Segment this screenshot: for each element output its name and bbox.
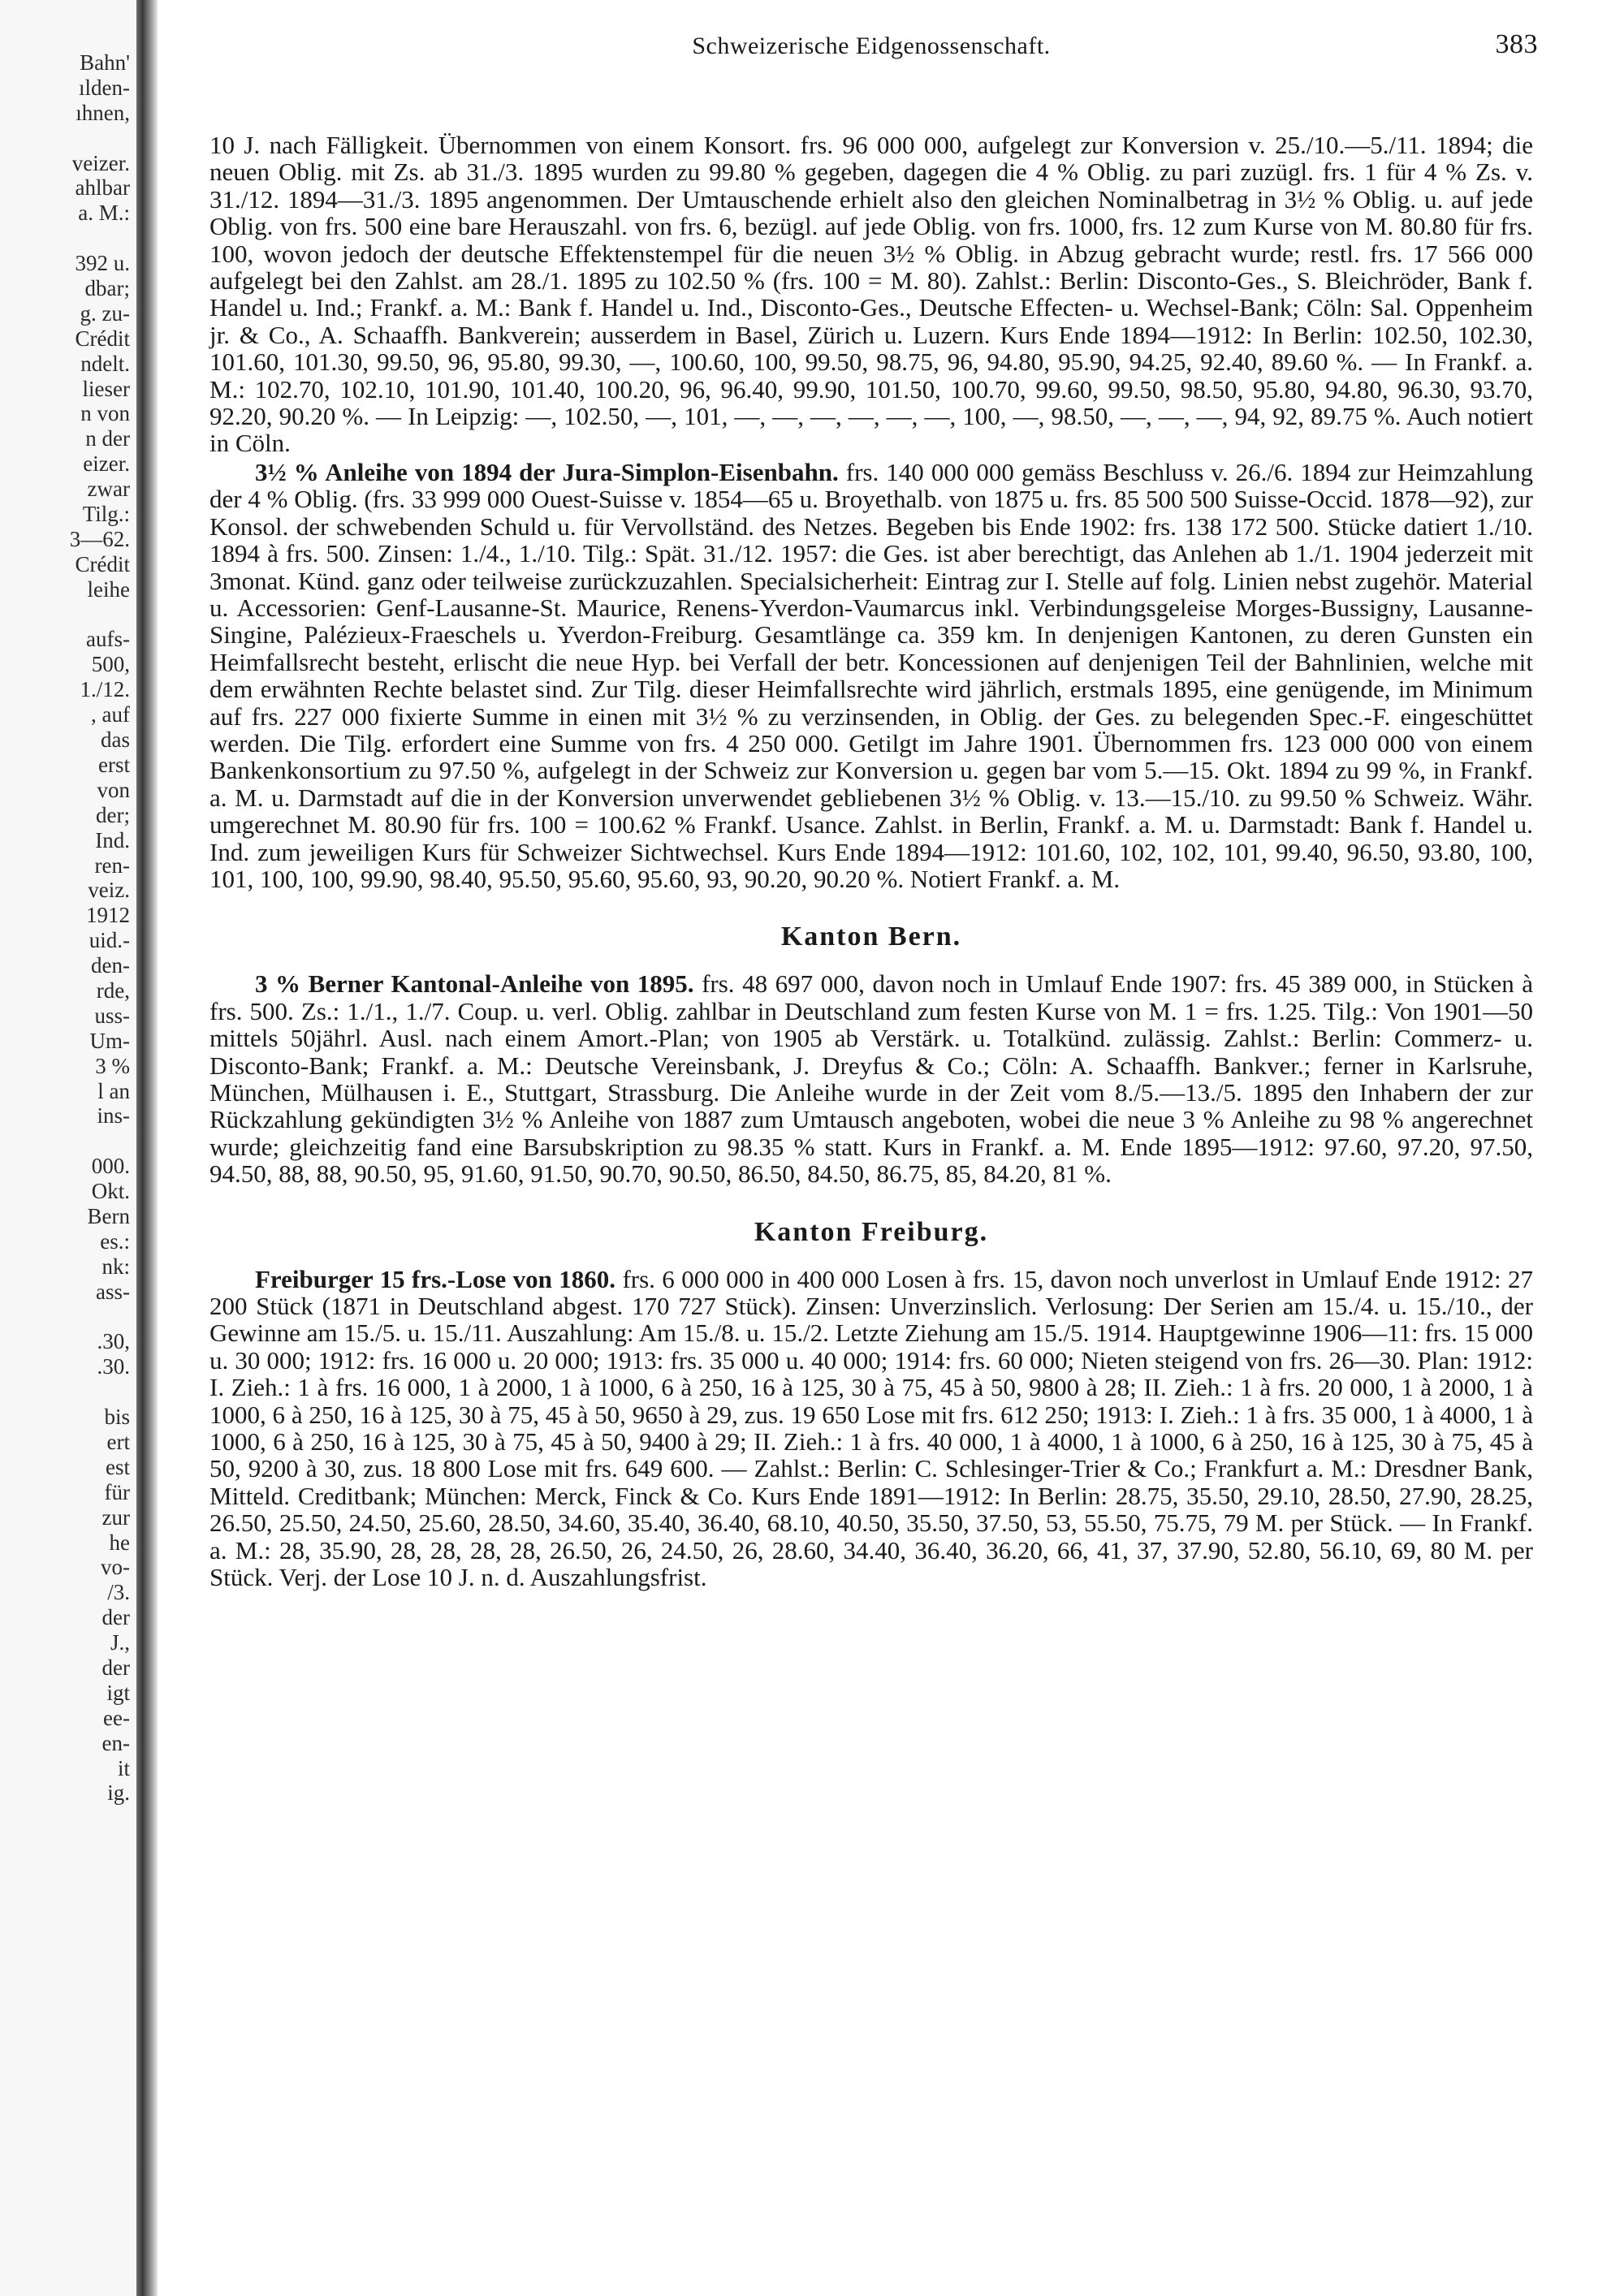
facing-page-line: ee- — [103, 1705, 130, 1730]
facing-page-fragment — [0, 0, 145, 2296]
entry-freiburger-lose — [209, 1266, 1533, 1591]
section-heading-bern: Kanton Bern. — [780, 921, 962, 952]
book-gutter — [136, 0, 158, 2296]
running-head-title: Schweizerische Eidgenossenschaft. — [692, 32, 1051, 59]
facing-page-line: 500, — [91, 652, 130, 677]
facing-page-line: nk: — [102, 1254, 130, 1279]
facing-page-line: ılden- — [79, 75, 130, 100]
facing-page-line: ıhnen, — [76, 100, 130, 125]
facing-page-line: 1912 — [86, 903, 130, 928]
facing-page-line: ren- — [94, 852, 130, 878]
facing-page-line: leihe — [87, 576, 130, 602]
facing-page-line: ahlbar — [75, 175, 130, 201]
running-head — [209, 26, 1538, 75]
facing-page-line — [0, 126, 130, 151]
facing-page-line: Ind. — [95, 827, 130, 852]
facing-page-line: g. zu- — [80, 300, 130, 326]
facing-page-line: veizer. — [71, 150, 130, 175]
facing-page-line: igt — [106, 1680, 130, 1705]
facing-page-line: es.: — [100, 1228, 130, 1254]
continuation-paragraph — [209, 132, 1533, 457]
facing-page-line: Okt. — [91, 1179, 130, 1204]
facing-page-line: , auf — [91, 702, 130, 727]
facing-page-line: Um- — [89, 1028, 130, 1053]
facing-page-line: ins- — [97, 1103, 130, 1129]
facing-page-line: ndelt. — [80, 351, 130, 376]
facing-page-line — [0, 602, 130, 628]
facing-page-line: 3 % — [95, 1053, 130, 1078]
facing-page-line — [0, 1305, 130, 1330]
entry-heading: 3 % Berner Kantonal-Anleihe von 1895. — [255, 969, 694, 999]
facing-page-line: zur — [102, 1504, 130, 1530]
facing-page-line: 3—62. — [69, 526, 130, 551]
facing-page-line: 1./12. — [80, 677, 130, 702]
facing-page-line: für — [104, 1479, 130, 1504]
facing-page-line: erst — [98, 752, 130, 777]
facing-page-line: aufs- — [86, 627, 130, 652]
facing-page-line — [0, 1129, 130, 1154]
facing-page-line — [0, 226, 130, 251]
facing-page-line: der — [102, 1605, 130, 1630]
facing-page-line: l an — [97, 1078, 130, 1103]
facing-page-line: der — [102, 1655, 130, 1680]
facing-page-line: vo- — [101, 1555, 130, 1580]
facing-page-line — [0, 1379, 130, 1405]
facing-page-text — [0, 50, 130, 1806]
entry-heading: 3½ % Anleihe von 1894 der Jura-Simplon-Eisenbahn. — [255, 457, 839, 486]
entry-jura-simplon — [209, 459, 1533, 893]
facing-page-line: est — [106, 1454, 130, 1479]
facing-page-line: Crédit — [75, 551, 130, 576]
facing-page-line: das — [101, 727, 130, 753]
entry-text: frs. 48 697 000, davon noch in Umlauf Ende 1907: frs. 45 389 000, in Stücken à frs. 500. Zs.: 1./1., 1./7. Coup. u. verl. Oblig. zahlbar in Deutschland zum festen Kurse von M. 1 = frs. 1.25. Tilg.: Von 1901—50 mittels 50jährl. Ausl. nach einem Amort.-Plan; von 1905 ab Verstärk. u. Totalkünd. zulässig. Zahlst.: Berlin: Commerz- u. Disconto-Bank; Frankf. a. M.: Deutsche Vereinsbank, J. Dreyfus & Co.; Cöln: A. Schaaffh. Bankver.; ferner in Karlsruhe, München, Mülhausen i. E., Stuttgart, Strassburg. Die Anleihe wurde in der Zeit vom 8./5.—13./5. 1895 den Inhabern der zur Rückzahlung gekündigten 3½ % Anleihe von 1887 zum Umtausch angeboten, wobei die neue 3 % Anleihe zu 98 % angerechnet wurde; gleichzeitig fand eine Barsubskription zu 98.35 % statt. Kurs in Frankf. a. M. Ende 1895—1912: 97.60, 97.20, 97.50, 94.50, 88, 88, 90.50, 95, 91.60, 91.50, 90.70, 90.50, 86.50, 84.50, 86.75, 85, 84.20, 81 %. — [209, 969, 1533, 1189]
facing-page-line: der; — [96, 802, 130, 827]
entry-text: frs. 140 000 000 gemäss Beschluss v. 26./6. 1894 zur Heimzahlung der 4 % Oblig. (frs. 33 999 000 Ouest-Suisse v. 1854—65 u. Broyethalb. von 1875 u. frs. 85 500 500 Suisse-Occid. 1878—92), zur Konsol. der schwebenden Schuld u. für Vervollständ. des Netzes. Begeben bis Ende 1902: frs. 138 172 500. Stücke datiert 1./10. 1894 à frs. 500. Zinsen: 1./4., 1./10. Tilg.: Spät. 31./12. 1957: die Ges. ist aber berechtigt, das Anlehen ab 1./1. 1904 jederzeit mit 3monat. Künd. ganz oder teilweise zurückzuzahlen. Specialsicherheit: Eintrag zur I. Stelle auf folg. Linien nebst zugehör. Material u. Accessorien: Genf-Lausanne-St. Maurice, Renens-Yverdon-Vaumarcus inkl. Verbindungsgeleise Morges-Bussigny, Lausanne-Singine, Palézieux-Fraeschels u. Yverdon-Freiburg. Gesamtlänge ca. 359 km. In denjenigen Kantonen, zu deren Gunsten ein Heimfallsrecht besteht, erlischt die neue Hyp. bei Verfall der betr. Koncessionen auf denjenigen Teil der Bahnlinien, welche mit dem erwähnten Rechte belastet sind. Zur Tilg. dieser Heimfallsrechte wird jährlich, erstmals 1895, eine genügende, im Minimum auf frs. 227 000 fixierte Summe in einen mit 3½ % zu verzinsenden, in Oblig. der Ges. zu belegenden Spec.-F. eingeschüttet werden. Die Tilg. erfordert eine Summe von frs. 4 250 000. Getilgt im Jahre 1901. Übernommen frs. 123 000 000 von einem Bankenkonsortium zu 97.50 %, aufgelegt in der Schweiz zur Konversion u. gegen bar vom 5.—15. Okt. 1894 zu 99 %, in Frankf. a. M. u. Darmstadt auf die in der Konversion unverwendet gebliebenen 3½ % Oblig. v. 13.—15./10. zu 99.50 % Schweiz. Währ. umgerechnet M. 80.90 für frs. 100 = 100.62 % Frankf. Usance. Zahlst. in Berlin, Frankf. a. M. u. Darmstadt: Bank f. Handel u. Ind. zum jeweiligen Kurs für Schweizer Sichtwechsel. Kurs Ende 1894—1912: 101.60, 102, 102, 101, 99.40, 96.50, 93.80, 100, 101, 100, 100, 99.90, 98.40, 95.50, 95.60, 95.60, 93, 90.20, 90.20 %. Notiert Frankf. a. M. — [209, 457, 1534, 893]
facing-page-line: .30, — [97, 1329, 130, 1354]
facing-page-line: veiz. — [88, 878, 130, 903]
facing-page-line: ass- — [96, 1279, 130, 1304]
facing-page-line: n von — [80, 401, 130, 426]
facing-page-line: von — [97, 777, 130, 802]
entry-text: frs. 6 000 000 in 400 000 Losen à frs. 15, davon noch unverlost in Umlauf Ende 1912: 27 200 Stück (1871 in Deutschland abgest. 170 727 Stück). Zinsen: Unverzinslich. Verlosung: Der Serien am 15./4. u. 15./10., der Gewinne am 15./5. u. 15./11. Auszahlung: Am 15./8. u. 15./2. Letzte Ziehung am 15./5. 1914. Hauptgewinne 1906—11: frs. 15 000 u. 30 000; 1912: frs. 16 000 u. 20 000; 1913: frs. 35 000 u. 40 000; 1914: frs. 60 000; Nieten steigend von frs. 26—30. Plan: 1912: I. Zieh.: 1 à frs. 16 000, 1 à 2000, 1 à 1000, 6 à 250, 16 à 125, 30 à 75, 45 à 50, 9800 à 28; II. Zieh.: 1 à frs. 20 000, 1 à 2000, 1 à 1000, 6 à 250, 16 à 125, 30 à 75, 45 à 50, 9650 à 29, zus. 19 650 Lose mit frs. 612 250; 1913: I. Zieh.: 1 à frs. 35 000, 1 à 4000, 1 à 1000, 6 à 250, 16 à 125, 30 à 75, 45 à 50, 9400 à 29; II. Zieh.: 1 à frs. 40 000, 1 à 4000, 1 à 1000, 6 à 250, 16 à 125, 30 à 75, 45 à 50, 9200 à 30, zus. 18 800 Lose mit frs. 649 600. — Zahlst.: Berlin: C. Schlesinger-Trier & Co.; Frankfurt a. M.: Dresdner Bank, Mitteld. Creditbank; München: Merck, Finck & Co. Kurs Ende 1891—1912: In Berlin: 28.75, 35.50, 29.10, 28.50, 27.90, 28.25, 26.50, 25.50, 24.50, 25.60, 28.50, 34.60, 35.40, 36.40, 68.10, 40.50, 35.50, 37.50, 53, 55.50, 75.75, 79 M. per Stück. — In Frankf. a. M.: 28, 35.90, 28, 28, 28, 28, 26.50, 26, 24.50, 26, 28.60, 34.40, 36.40, 36.20, 66, 41, 37, 37.90, 52.80, 56.10, 69, 80 M. per Stück. Verj. der Lose 10 J. n. d. Auszahlungsfrist. — [209, 1264, 1533, 1592]
facing-page-line: .30. — [97, 1354, 130, 1379]
facing-page-line: a. M.: — [78, 201, 130, 226]
facing-page-line: eizer. — [83, 451, 130, 477]
facing-page-line: n der — [85, 426, 130, 451]
facing-page-line: ig. — [107, 1780, 130, 1806]
entry-berner-anleihe — [209, 970, 1533, 1187]
facing-page-line: it — [117, 1755, 130, 1780]
facing-page-line: J., — [110, 1630, 130, 1655]
facing-page-line: Crédit — [75, 326, 130, 351]
facing-page-line: uid.- — [89, 928, 130, 953]
facing-page-line: lieser — [82, 376, 130, 401]
facing-page-line: uss- — [94, 1003, 130, 1028]
page — [209, 26, 1538, 2283]
facing-page-line: bis — [104, 1405, 130, 1430]
facing-page-line: rde, — [96, 978, 130, 1003]
facing-page-line: ert — [106, 1429, 130, 1454]
section-heading-freiburg: Kanton Freiburg. — [754, 1216, 989, 1247]
facing-page-line: zwar — [87, 477, 130, 502]
facing-page-line: Bern — [87, 1203, 130, 1228]
facing-page-line: he — [109, 1530, 130, 1555]
entry-heading: Freiburger 15 frs.-Lose von 1860. — [255, 1264, 616, 1293]
facing-page-line: den- — [91, 953, 130, 978]
facing-page-line: dbar; — [84, 276, 130, 301]
facing-page-line: 000. — [91, 1154, 130, 1179]
page-number: 383 — [1495, 29, 1538, 59]
facing-page-line: 392 u. — [75, 251, 130, 276]
facing-page-line: en- — [102, 1730, 130, 1755]
facing-page-line: Bahn' — [80, 50, 130, 75]
facing-page-line: Tilg.: — [82, 502, 130, 527]
paragraph-text: 10 J. nach Fälligkeit. Übernommen von einem Konsort. frs. 96 000 000, aufgelegt zur Konversion v. 25./10.—5./11. 1894; die neuen Oblig. mit Zs. ab 31./3. 1895 wurden zu 99.80 % gegeben, dagegen die 4 % Oblig. zu pari zuzügl. frs. 1 für 4 % Zs. v. 31./12. 1894—31./3. 1895 angenommen. Der Umtauschende erhielt also den gleichen Nominalbetrag in 3½ % Oblig. u. auf jede Oblig. von frs. 500 eine bare Herauszahl. von frs. 6, bezügl. auf jede Oblig. von frs. 1000, frs. 12 zum Kurse von M. 80.80 für frs. 100, wovon jedoch der deutsche Effektenstempel für die neuen 3½ % Oblig. in Abzug gebracht wurde; restl. frs. 17 566 000 aufgelegt bei den Zahlst. am 28./1. 1895 zu 102.50 % (frs. 100 = M. 80). Zahlst.: Berlin: Disconto-Ges., S. Bleichröder, Bank f. Handel u. Ind.; Frankf. a. M.: Bank f. Handel u. Ind., Disconto-Ges., Deutsche Effecten- u. Wechsel-Bank; Cöln: Sal. Oppenheim jr. & Co., A. Schaaffh. Bankverein; ausserdem in Basel, Zürich u. Luzern. Kurs Ende 1894—1912: In Berlin: 102.50, 102.30, 101.60, 101.30, 99.50, 96, 95.80, 99.30, —, 100.60, 100, 99.50, 98.75, 96, 94.80, 95.90, 94.25, 92.40, 89.60 %. — In Frankf. a. M.: 102.70, 102.10, 101.90, 101.40, 100.20, 96, 96.40, 99.90, 101.50, 100.70, 99.60, 99.50, 98.50, 95.80, 94.80, 96.30, 93.70, 92.20, 90.20 %. — In Leipzig: —, 102.50, —, 101, —, —, —, —, —, —, 100, —, 98.50, —, —, —, 94, 92, 89.75 %. Auch notiert in Cöln. — [209, 131, 1533, 458]
facing-page-line: /3. — [107, 1580, 130, 1605]
